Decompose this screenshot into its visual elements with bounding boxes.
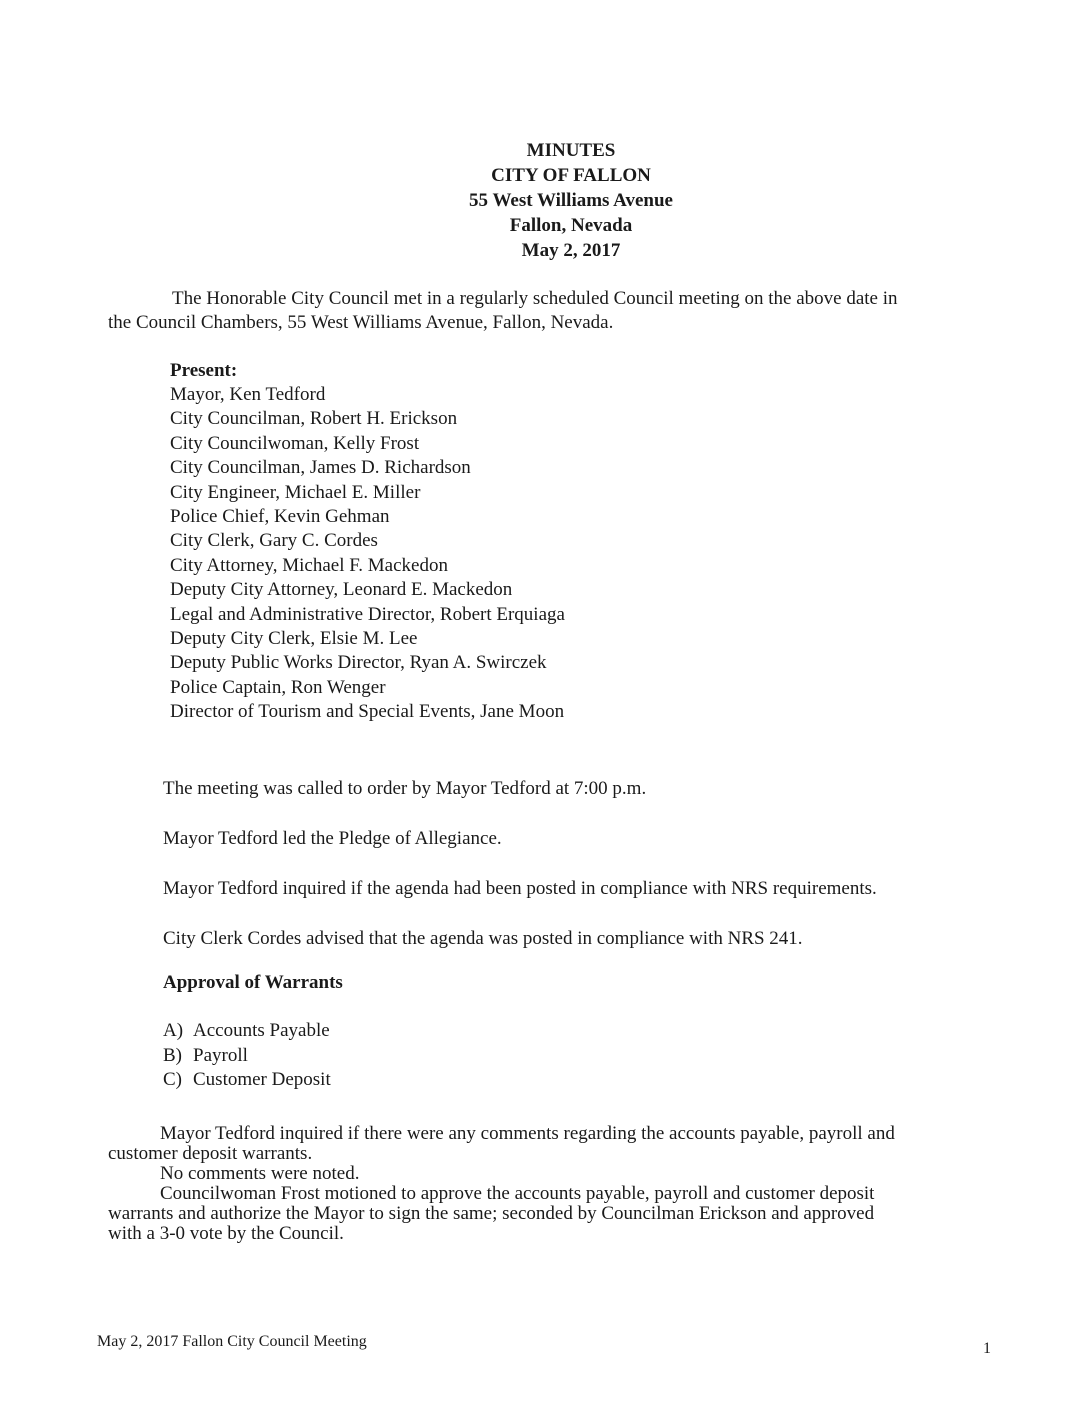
present-heading: Present: (170, 360, 238, 381)
warrant-label: Payroll (193, 1044, 248, 1066)
attendee-item: City Councilwoman, Kelly Frost (170, 432, 420, 454)
attendee-item: City Clerk, Gary C. Cordes (170, 530, 378, 552)
warrant-item (163, 1068, 331, 1093)
attendee-item: Deputy City Attorney, Leonard E. Mackedon (170, 579, 513, 601)
warrant-item (163, 1044, 331, 1069)
warrant-letter: C) (163, 1069, 182, 1090)
header-title: MINUTES (526, 140, 616, 161)
document-header (0, 138, 1082, 263)
attendee-item: Deputy Public Works Director, Ryan A. Swirczek (170, 652, 547, 674)
pledge-text: Mayor Tedford led the Pledge of Allegiance. (163, 828, 502, 849)
warrants-inquiry-paragraph (108, 1124, 994, 1244)
paragraph-line: Mayor Tedford inquired if there were any comments regarding the accounts payable, payroll and (160, 1123, 895, 1144)
paragraph-line: with a 3-0 vote by the Council. (108, 1223, 344, 1244)
paragraph-line: Councilwoman Frost motioned to approve the accounts payable, payroll and customer deposit (160, 1183, 875, 1204)
attendee-item: Police Captain, Ron Wenger (170, 676, 386, 698)
header-location: Fallon, Nevada (509, 215, 633, 236)
attendee-item: City Attorney, Michael F. Mackedon (170, 554, 448, 576)
attendee-item: Mayor, Ken Tedford (170, 384, 326, 405)
header-city: CITY OF FALLON (491, 165, 651, 186)
warrants-list (163, 1019, 331, 1093)
warrant-item (163, 1019, 331, 1044)
warrant-label: Accounts Payable (193, 1020, 330, 1041)
attendee-list (170, 383, 565, 725)
warrant-letter: B) (163, 1044, 182, 1066)
attendee-item: Director of Tourism and Special Events, Jane Moon (170, 701, 565, 723)
header-date: May 2, 2017 (521, 240, 621, 261)
agenda-advice-text: City Clerk Cordes advised that the agenda was posted in compliance with NRS 241. (163, 928, 803, 949)
called-to-order-text: The meeting was called to order by Mayor Tedford at 7:00 p.m. (163, 778, 647, 799)
paragraph-line: warrants and authorize the Mayor to sign the same; seconded by Councilman Erickson and approved (108, 1203, 875, 1224)
warrant-letter: A) (163, 1020, 184, 1041)
paragraph-line: customer deposit warrants. (108, 1143, 313, 1164)
attendee-item: City Councilman, Robert H. Erickson (170, 408, 458, 430)
attendee-item: City Engineer, Michael E. Miller (170, 481, 421, 503)
page-number: 1 (983, 1340, 991, 1357)
attendee-item: Police Chief, Kevin Gehman (170, 506, 390, 528)
attendee-item: Legal and Administrative Director, Robert Erquiaga (170, 603, 565, 625)
intro-paragraph (108, 287, 1008, 335)
warrants-heading: Approval of Warrants (163, 972, 343, 993)
attendee-item: City Councilman, James D. Richardson (170, 457, 471, 479)
footer-meeting-label: May 2, 2017 Fallon City Council Meeting (97, 1333, 367, 1350)
intro-line: the Council Chambers, 55 West Williams Avenue, Fallon, Nevada. (108, 312, 614, 333)
intro-line: The Honorable City Council met in a regularly scheduled Council meeting on the above date in (172, 288, 898, 309)
agenda-inquiry-text: Mayor Tedford inquired if the agenda had been posted in compliance with NRS requirements. (163, 878, 877, 899)
warrant-label: Customer Deposit (193, 1069, 331, 1090)
no-comments-text: No comments were noted. (160, 1163, 360, 1184)
header-address: 55 West Williams Avenue (469, 190, 673, 211)
attendee-item: Deputy City Clerk, Elsie M. Lee (170, 628, 418, 650)
